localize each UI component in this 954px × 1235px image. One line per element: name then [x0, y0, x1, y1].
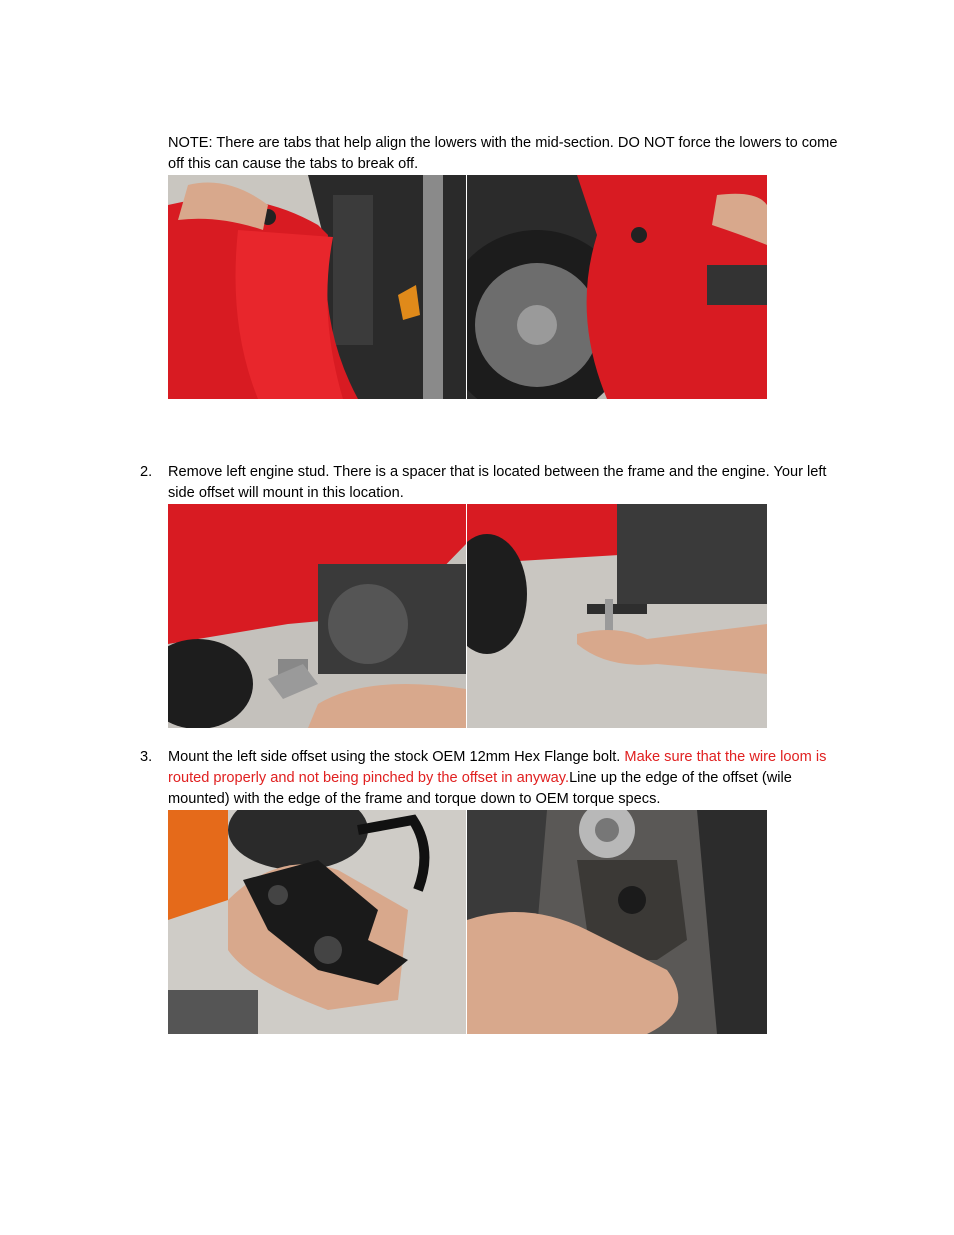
photo-lower-fairing-left — [168, 175, 466, 399]
step-3-text — [168, 747, 836, 810]
step-2-text: Remove left engine stud. There is a spacer that is located between the frame and the engine. Your left side offset will mount in this location. — [168, 464, 827, 501]
step-3-warning-text: Make sure that the wire loom is routed properly and not being pinched by the offset in anyway. — [168, 749, 827, 786]
note-paragraph: NOTE: There are tabs that help align the lowers with the mid-section. DO NOT force the lowers to come off this can cause the tabs to break off. — [168, 135, 838, 172]
step-3-text-after: Line up the edge of the offset (wile mounted) with the edge of the frame and torque down to OEM torque specs. — [168, 770, 792, 807]
step-3-text-before: Mount the left side offset using the stock OEM 12mm Hex Flange bolt. — [168, 749, 625, 765]
photo-row-offset — [168, 810, 767, 1034]
photo-row-engine-stud — [168, 504, 767, 728]
photo-row-lowers — [168, 175, 767, 399]
step-2-number: 2. — [140, 464, 153, 480]
photo-offset-in-hand — [168, 810, 466, 1034]
photo-offset-mounted — [467, 810, 767, 1034]
step-2 — [140, 462, 840, 504]
photo-lower-fairing-right — [467, 175, 767, 399]
photo-ratchet-removing-stud — [168, 504, 466, 728]
step-3 — [140, 747, 840, 810]
step-3-number: 3. — [140, 749, 153, 765]
photo-stud-in-hand — [467, 504, 767, 728]
